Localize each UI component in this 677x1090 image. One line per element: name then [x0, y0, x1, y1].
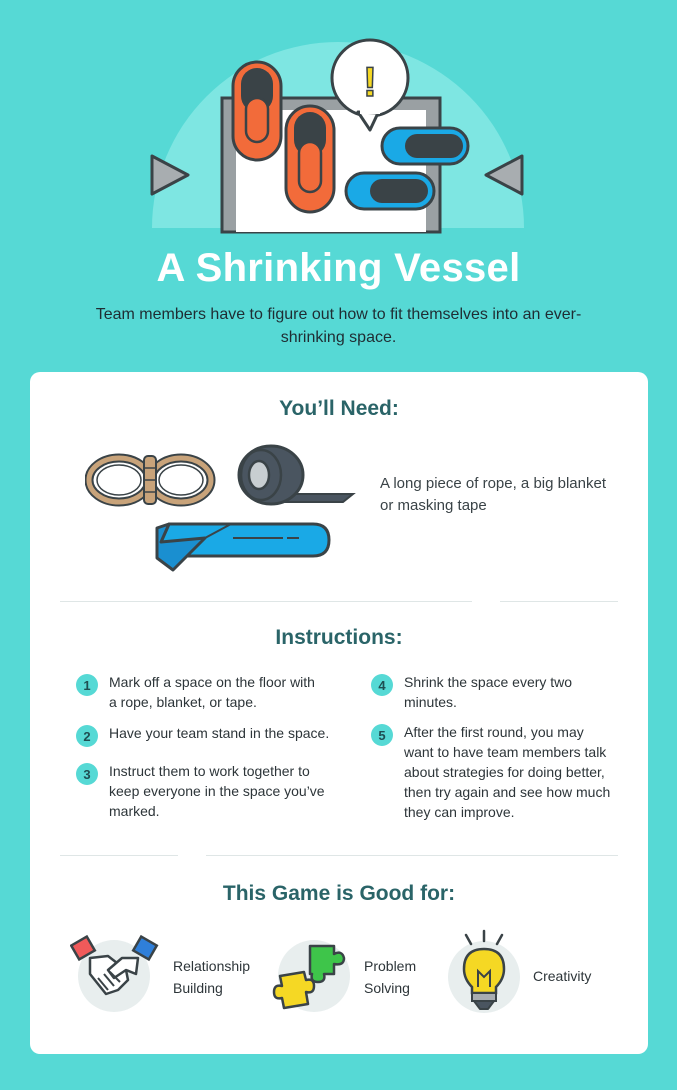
hero-illustration [0, 0, 677, 240]
supplies-description: A long piece of rope, a big blanket or masking tape [380, 475, 606, 514]
benefit-label [173, 955, 250, 999]
orange-shoe-icon [233, 62, 281, 160]
benefit-label [533, 965, 591, 987]
benefit-label-line: Building [173, 980, 223, 996]
puzzle-icon [270, 934, 360, 1016]
instruction-step [371, 722, 611, 822]
benefit-label-line: Creativity [533, 968, 592, 984]
step-number-badge: 1 [76, 674, 98, 696]
section-heading-good-for: This Game is Good for: [222, 882, 456, 905]
blue-shoe-icon [382, 128, 468, 164]
instruction-step [76, 723, 346, 747]
step-number-badge: 2 [76, 725, 98, 747]
content-card [30, 372, 648, 1054]
step-text: After the first round, you may want to have team members talk about strategies for doing better, then try again and see how much they can improve. [404, 724, 611, 820]
step-text: Have your team stand in the space. [109, 725, 330, 741]
divider [500, 601, 618, 602]
blanket-icon [157, 524, 329, 570]
step-number-badge: 3 [76, 763, 98, 785]
instruction-step [76, 672, 326, 712]
page-subtitle: Team members have to figure out how to fit themselves into an ever-shrinking space. [95, 306, 582, 346]
alert-glyph: ! [363, 58, 377, 105]
benefit-label-line: Relationship [173, 958, 251, 974]
benefit-label-line: Problem [364, 958, 417, 974]
section-heading-needs: You’ll Need: [279, 397, 399, 420]
tape-roll-icon [239, 446, 353, 504]
divider [60, 855, 178, 856]
divider [206, 855, 618, 856]
step-text: Shrink the space every two minutes. [404, 674, 573, 710]
blue-shoe-icon [346, 173, 434, 209]
instruction-step [76, 761, 326, 821]
step-number-badge: 4 [371, 674, 393, 696]
page-title: A Shrinking Vessel [156, 246, 521, 290]
step-text: Mark off a space on the floor with a rope, blanket, or tape. [109, 674, 315, 710]
benefit-label [364, 955, 416, 999]
instruction-step [371, 672, 611, 712]
benefit-label-line: Solving [364, 980, 410, 996]
lightbulb-icon [442, 927, 528, 1017]
rope-icon [89, 456, 211, 504]
supplies-illustration [85, 438, 360, 576]
orange-shoe-icon [286, 106, 334, 212]
divider [60, 601, 472, 602]
step-number-badge: 5 [371, 724, 393, 746]
step-text: Instruct them to work together to keep everyone in the space you’ve marked. [109, 763, 325, 819]
handshake-icon [70, 934, 160, 1014]
section-heading-instructions: Instructions: [275, 626, 403, 649]
